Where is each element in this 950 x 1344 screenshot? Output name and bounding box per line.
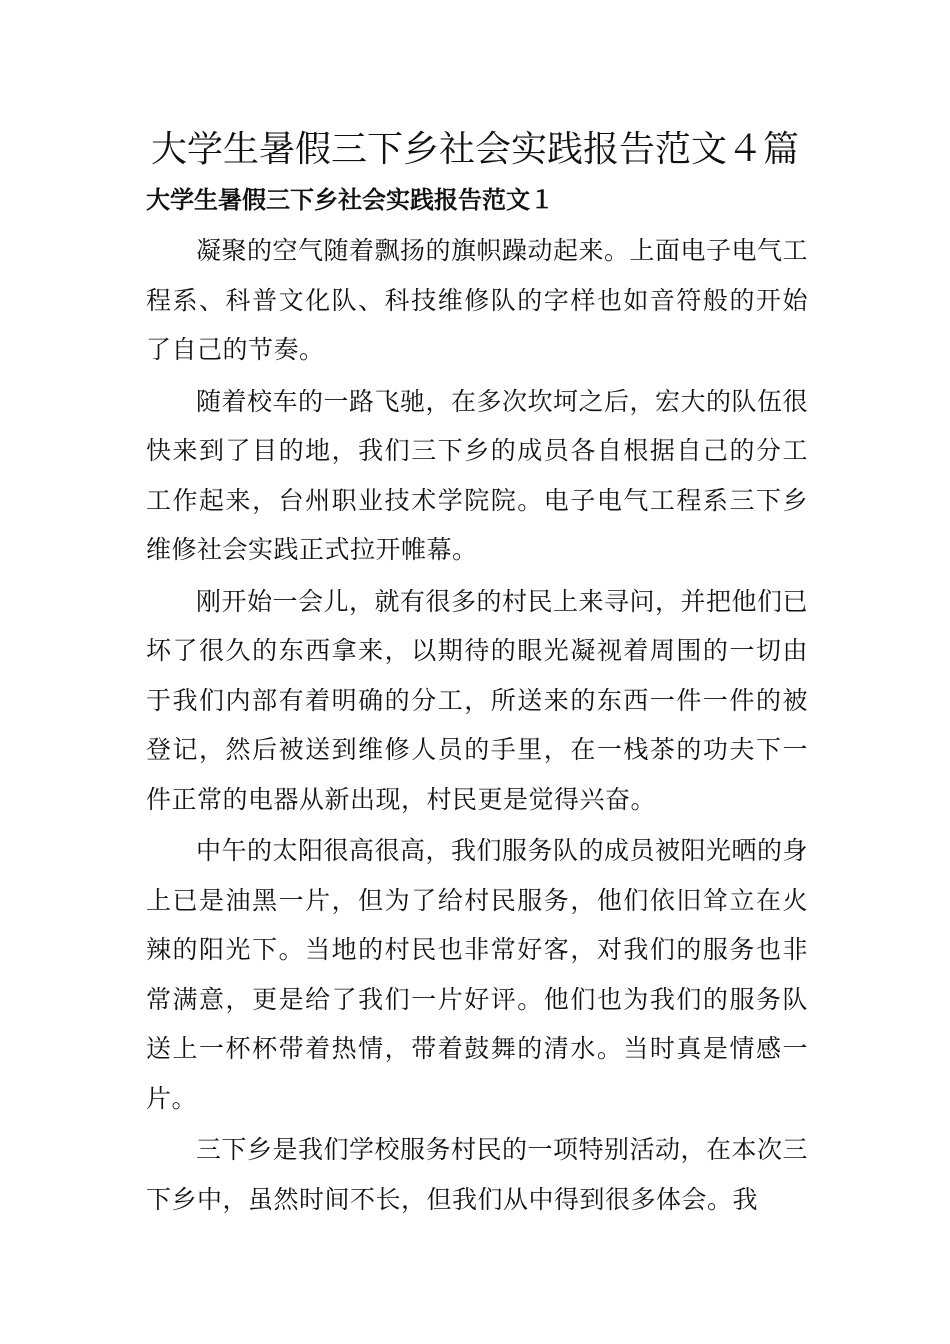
paragraph: 随着校车的一路飞驰，在多次坎坷之后，宏大的队伍很快来到了目的地，我们三下乡的成员各自根据自己的分工工作起来，台州职业技术学院院。电子电气工程系三下乡维修社会实践正式拉开帷幕。 [146, 386, 809, 564]
section-heading: 大学生暑假三下乡社会实践报告范文１ [146, 185, 554, 214]
document-title: 大学生暑假三下乡社会实践报告范文４篇 [150, 129, 799, 170]
paragraph: 刚开始一会儿，就有很多的村民上来寻问，并把他们已坏了很久的东西拿来，以期待的眼光凝视着周围的一切由于我们内部有着明确的分工，所送来的东西一件一件的被登记，然后被送到维修人员的手里，在一栈茶的功夫下一件正常的电器从新出现，村民更是觉得兴奋。 [146, 586, 809, 814]
paragraph: 中午的太阳很高很高，我们服务队的成员被阳光晒的身上已是油黑一片，但为了给村民服务，他们依旧耸立在火辣的阳光下。当地的村民也非常好客，对我们的服务也非常满意，更是给了我们一片好评。他们也为我们的服务队送上一杯杯带着热情，带着鼓舞的清水。当时真是情感一片。 [146, 836, 809, 1113]
paragraph: 三下乡是我们学校服务村民的一项特别活动，在本次三下乡中，虽然时间不长，但我们从中得到很多体会。我 [146, 1135, 809, 1214]
paragraph: 凝聚的空气随着飘扬的旗帜躁动起来。上面电子电气工程系、科普文化队、科技维修队的字样也如音符般的开始了自己的节奏。 [146, 236, 809, 364]
document-body [146, 226, 808, 1224]
